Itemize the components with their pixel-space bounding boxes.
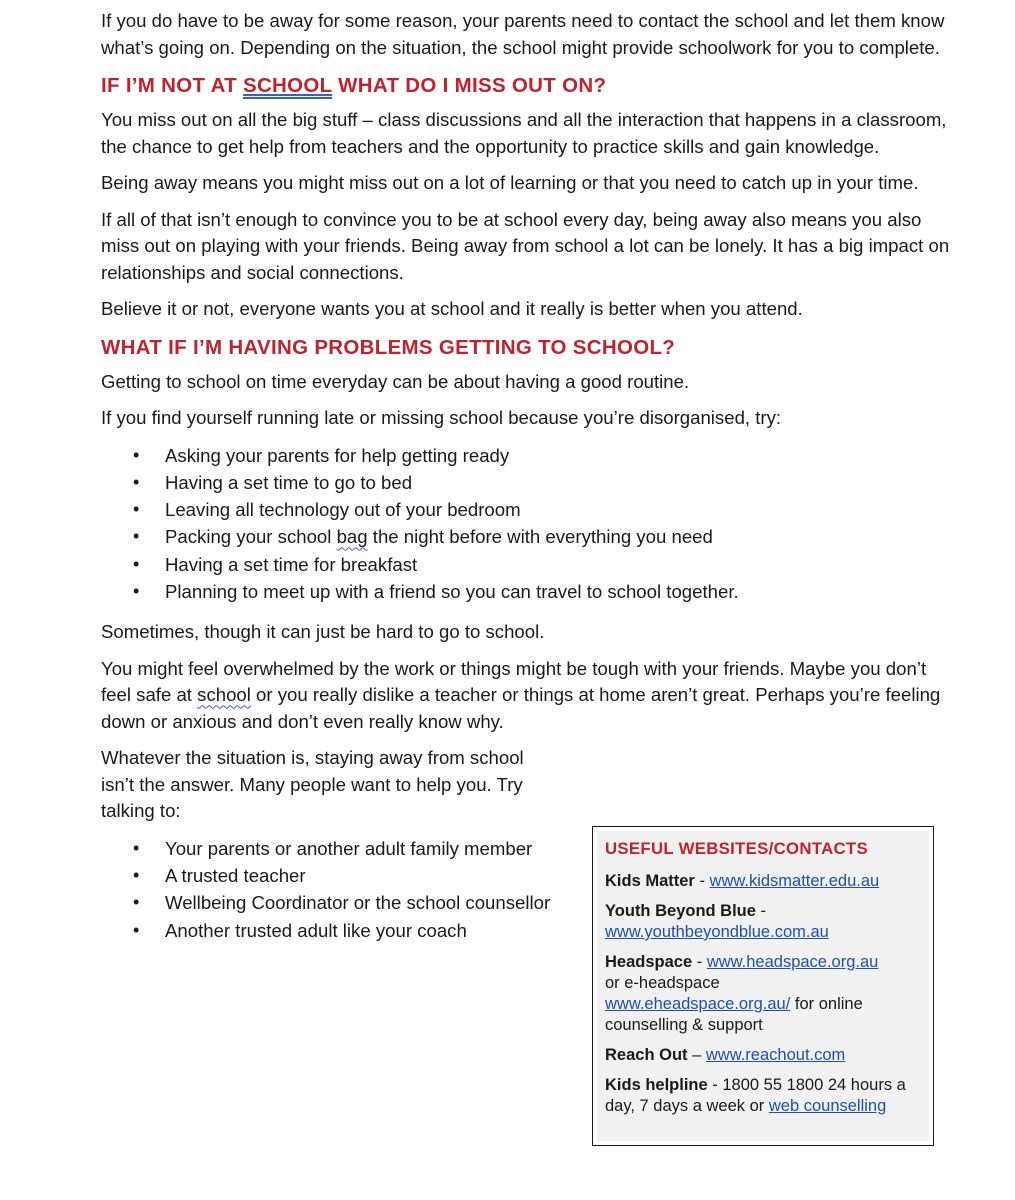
contacts-title: USEFUL WEBSITES/CONTACTS bbox=[605, 839, 868, 858]
link-kidsmatter[interactable]: www.kidsmatter.edu.au bbox=[709, 872, 880, 890]
contacts-box bbox=[592, 826, 934, 1146]
contact-kids-helpline: Kids helpline - 1800 55 1800 24 hours a day, 7 days a week or web counselling bbox=[605, 1076, 906, 1115]
paragraph-overwhelmed: You might feel overwhelmed by the work or things might be tough with your friends. Maybe you don’t feel safe at school or you really dislike a teacher or things at home aren’t great. Perhaps you’re feeling down or anxious and don’t even really know why. bbox=[101, 657, 941, 732]
contact-headspace: Headspace - www.headspace.org.au or e-headspace www.eheadspace.org.au/ for online counselling & support bbox=[605, 953, 879, 1034]
list-item: • Your parents or another adult family member bbox=[101, 835, 581, 862]
link-youthbeyondblue[interactable]: www.youthbeyondblue.com.au bbox=[605, 923, 829, 941]
list-item: • Wellbeing Coordinator or the school counsellor bbox=[101, 889, 581, 916]
contact-youth-beyond-blue: Youth Beyond Blue - www.youthbeyondblue.com.au bbox=[605, 902, 829, 941]
contact-reach-out: Reach Out – www.reachout.com bbox=[605, 1046, 846, 1064]
paragraph-whatever: Whatever the situation is, staying away from school isn’t the answer. Many people want to help you. Try talking to: bbox=[101, 747, 524, 822]
paragraph-disorganised: If you find yourself running late or missing school because you’re disorganised, try: bbox=[101, 407, 782, 428]
list-item: • Having a set time to go to bed bbox=[101, 469, 961, 496]
paragraph-big-stuff: You miss out on all the big stuff – class discussions and all the interaction that happens in a classroom, the chance to get help from teachers and the opportunity to practice skills and gain knowledge. bbox=[101, 109, 947, 157]
list-item: • Asking your parents for help getting ready bbox=[101, 442, 961, 469]
link-web-counselling[interactable]: web counselling bbox=[768, 1097, 887, 1115]
left-column bbox=[101, 745, 581, 944]
contacts-box-inner bbox=[597, 831, 929, 1141]
list-item: • Having a set time for breakfast bbox=[101, 551, 961, 578]
paragraph-believe: Believe it or not, everyone wants you at school and it really is better when you attend. bbox=[101, 298, 803, 319]
contact-kids-matter: Kids Matter - www.kidsmatter.edu.au bbox=[605, 872, 880, 890]
list-item: • Packing your school bag the night before with everything you need bbox=[101, 523, 961, 550]
link-reachout[interactable]: www.reachout.com bbox=[705, 1046, 846, 1064]
paragraph-being-away: Being away means you might miss out on a lot of learning or that you need to catch up in your time. bbox=[101, 172, 919, 193]
people-list bbox=[101, 835, 581, 944]
spellcheck-word: bag bbox=[336, 526, 368, 548]
link-headspace[interactable]: www.headspace.org.au bbox=[706, 953, 879, 971]
paragraph-friends: If all of that isn’t enough to convince you to be at school every day, being away also means you also miss out on playing with your friends. Being away from school a lot can be lonely. It has a big impact on relationships and social connections. bbox=[101, 208, 950, 283]
list-item: • Leaving all technology out of your bedroom bbox=[101, 496, 961, 523]
document-page bbox=[101, 8, 961, 958]
spellcheck-word: school bbox=[197, 684, 251, 706]
intro-paragraph: If you do have to be away for some reason, your parents need to contact the school and let them know what’s going on. Depending on the situation, the school might provide schoolwork for you to complete. bbox=[101, 10, 945, 58]
list-item: • A trusted teacher bbox=[101, 862, 581, 889]
heading-miss-out: IF I’M NOT AT SCHOOL WHAT DO I MISS OUT ON? bbox=[101, 74, 607, 97]
list-item: • Another trusted adult like your coach bbox=[101, 917, 581, 944]
link-eheadspace[interactable]: www.eheadspace.org.au/ bbox=[605, 995, 791, 1013]
paragraph-routine: Getting to school on time everyday can be about having a good routine. bbox=[101, 370, 690, 392]
spellcheck-word: SCHOOL bbox=[242, 74, 333, 97]
tips-list bbox=[101, 442, 961, 606]
list-item: • Planning to meet up with a friend so you can travel to school together. bbox=[101, 578, 961, 605]
paragraph-sometimes: Sometimes, though it can just be hard to go to school. bbox=[101, 621, 545, 643]
heading-problems: WHAT IF I’M HAVING PROBLEMS GETTING TO SCHOOL? bbox=[101, 335, 676, 359]
